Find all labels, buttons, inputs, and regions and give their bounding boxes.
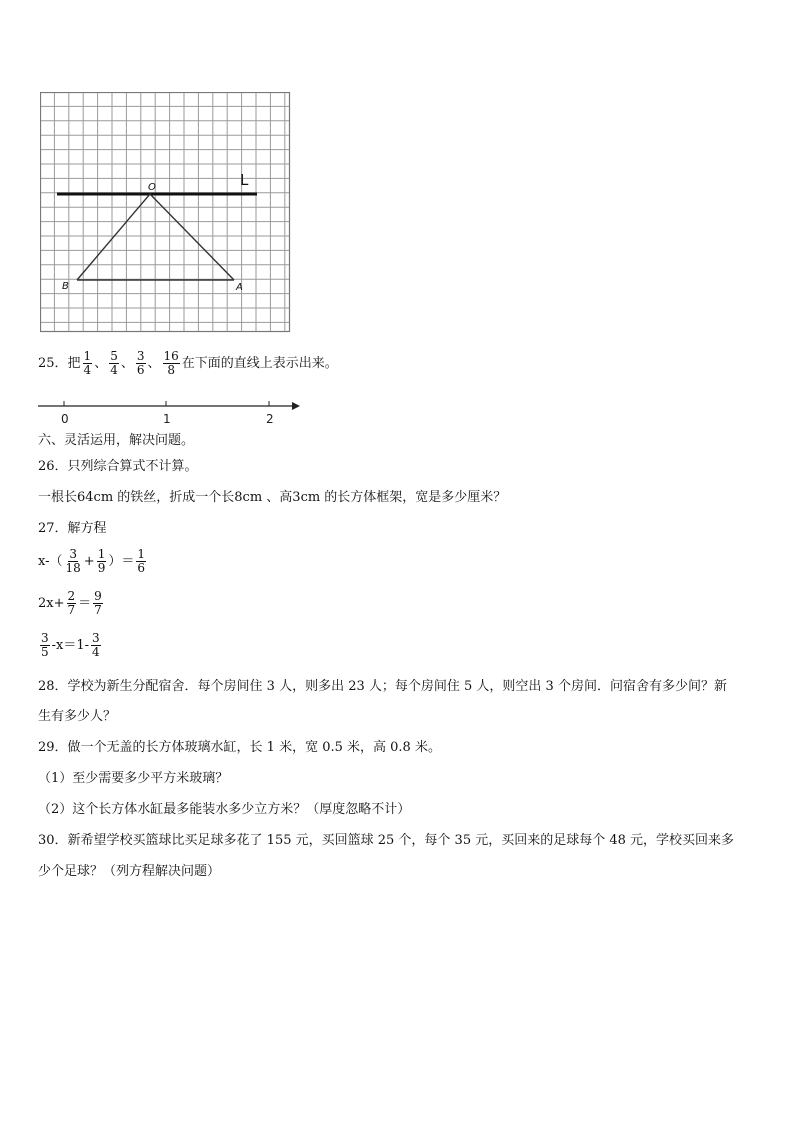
fraction-2: $\frac{5}{4}$ — [110, 349, 118, 377]
q28-line-1: 28．学校为新生分配宿舍．每个房间住 3 人，则多出 23 人；每个房间住 5 人，则空出 3 个房间．问宿舍有多少间？新 — [38, 679, 727, 694]
q26-body: 一根长64cm 的铁丝，折成一个长8cm 、高3cm 的长方体框架，宽是多少厘米？ — [38, 490, 507, 505]
fraction-3: $\frac{3}{6}$ — [136, 349, 145, 377]
label-a: A — [236, 282, 243, 293]
grid-figure — [40, 92, 292, 334]
tick-2: 2 — [266, 412, 274, 426]
q25-text: 25．把 $\frac{1}{4}$ 、 $\frac{5}{4}$ 、 $\frac{3}{6}$ 、 $\frac{16}{8}$ 在下面的直线上表示出来。 — [38, 349, 338, 377]
label-o: O — [148, 182, 156, 193]
equation-3: $\frac{3}{5}$ -x＝1- $\frac{3}{4}$ — [41, 631, 100, 659]
q28-line-2: 生有多少人？ — [38, 709, 117, 724]
arrow-head — [292, 402, 300, 410]
q27-title: 27．解方程 — [38, 521, 107, 536]
fraction-4: $\frac{16}{8}$ — [163, 349, 179, 377]
label-l: L — [240, 171, 249, 189]
q29-line-1: 29．做一个无盖的长方体玻璃水缸，长 1 米，宽 0.5 米，高 0.8 米。 — [38, 740, 441, 755]
equation-2: 2x+ $\frac{2}{7}$ ＝ $\frac{9}{7}$ — [38, 589, 102, 617]
fraction-1: $\frac{1}{4}$ — [83, 349, 92, 377]
tick-1: 1 — [163, 412, 171, 426]
q26-title: 26．只列综合算式不计算。 — [38, 459, 198, 474]
number-line — [38, 396, 300, 430]
grid-lines — [40, 92, 290, 332]
q29-sub-1: （1）至少需要多少平方米玻璃？ — [38, 771, 229, 786]
section-six-heading: 六、灵活运用，解决问题。 — [38, 433, 195, 448]
tick-0: 0 — [61, 412, 69, 426]
q29-sub-2: （2）这个长方体水缸最多能装水多少立方米？（厚度忽略不计） — [38, 802, 411, 817]
equation-1: x-（ $\frac{3}{18}$ + $\frac{1}{9}$ ）＝ $\frac{1}{6}$ — [38, 547, 145, 575]
q30-line-1: 30．新希望学校买篮球比买足球多花了 155 元，买回篮球 25 个，每个 35 元，买回来的足球每个 48 元，学校买回来多 — [38, 833, 735, 848]
q30-line-2: 少个足球？（列方程解决问题） — [38, 864, 221, 879]
label-b: B — [62, 281, 69, 292]
